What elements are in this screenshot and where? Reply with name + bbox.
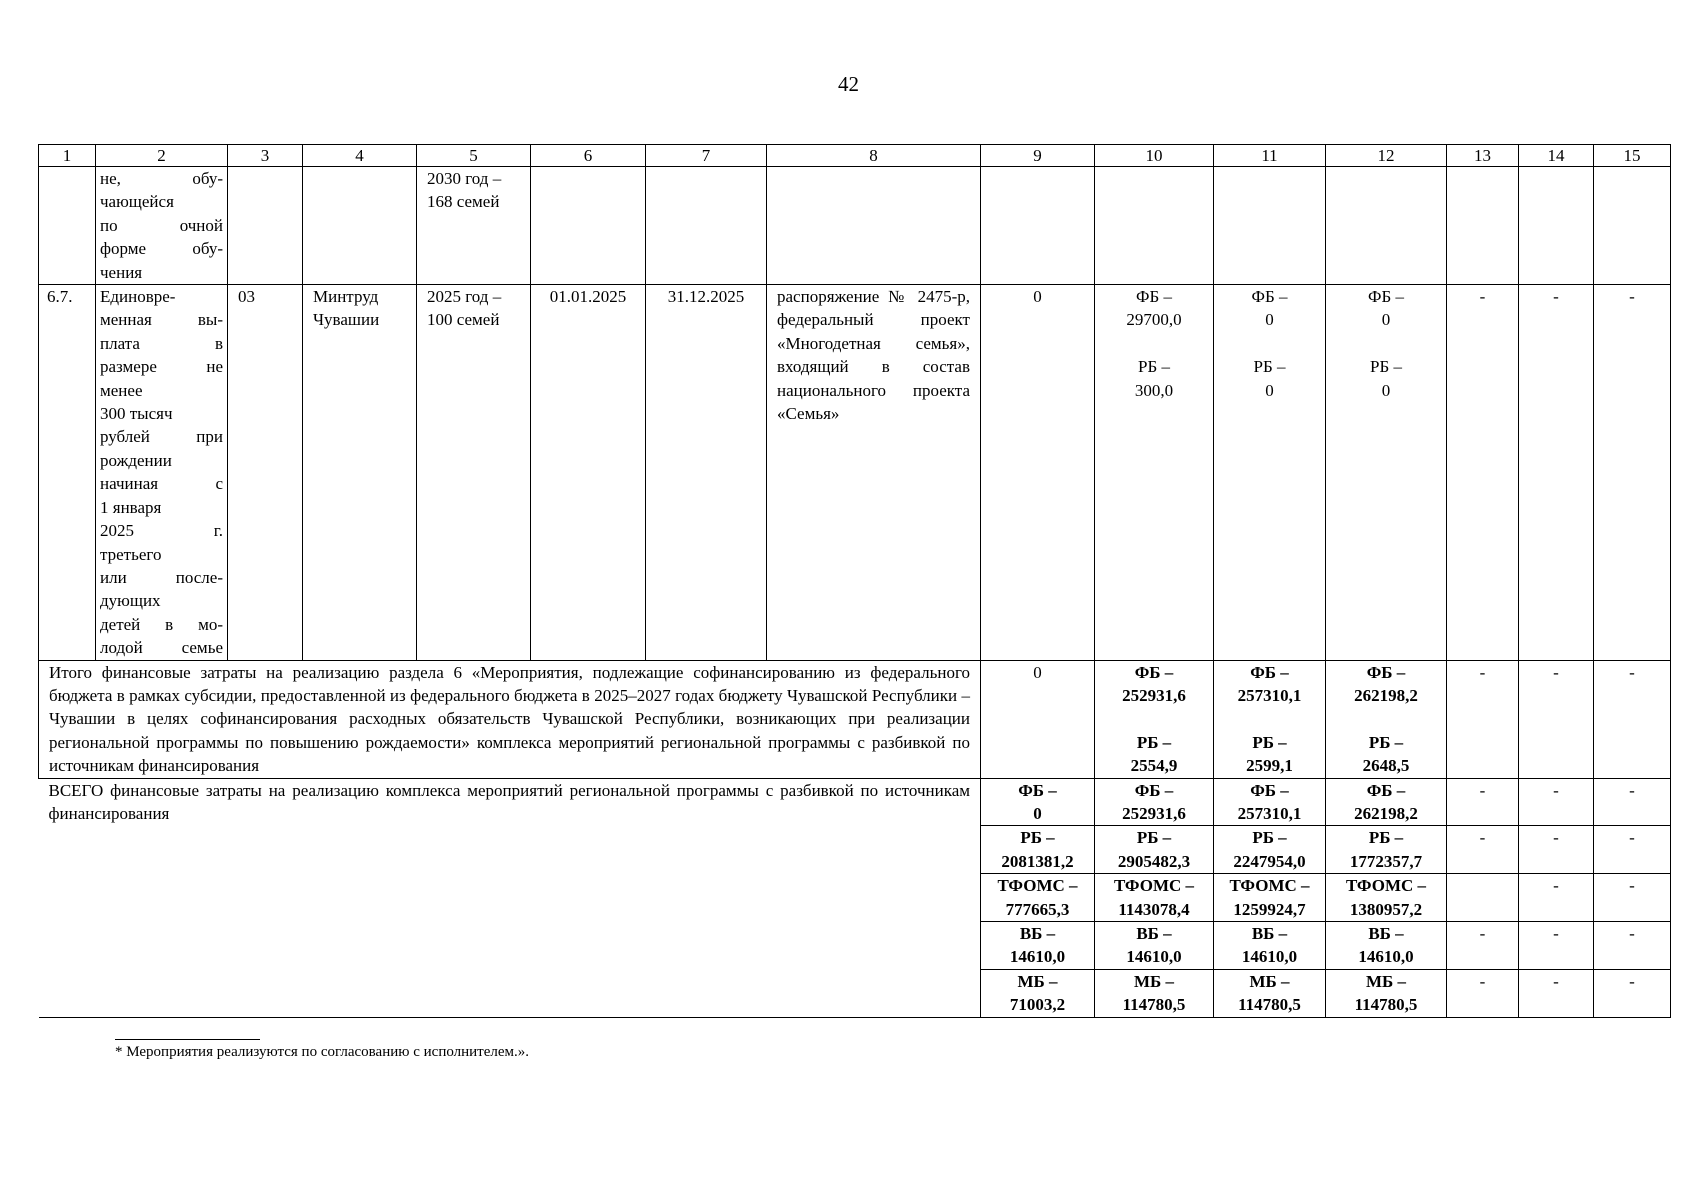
cell-empty [1326,167,1447,285]
col-header: 11 [1214,145,1326,167]
cell-col13: - [1447,922,1519,970]
amount-label: ТФОМС – [1229,876,1310,896]
col-header: 15 [1594,145,1671,167]
text-line: 2025 г. [100,521,223,541]
cell-name [96,167,228,285]
text-line: 2030 год – [427,169,502,188]
amount-value: 2648,5 [1362,756,1410,776]
amount-value: 29700,0 [1126,310,1182,330]
amount-label: ФБ – [1251,287,1288,307]
cell-col13: - [1447,778,1519,826]
cell-col9 [981,969,1095,1017]
amount-value: 0 [1033,803,1042,823]
cell-col12 [1326,285,1447,661]
amount-value: 1380957,2 [1349,899,1423,919]
cell-col10 [1095,874,1214,922]
text-line: лодой семье [100,638,223,658]
amount-label: ФБ – [1250,662,1289,682]
amount-value: 114780,5 [1122,995,1186,1015]
text-line: чения [100,262,143,282]
text-line: размере не [100,357,223,377]
cell-col15: - [1594,778,1671,826]
amount-label: РБ – [1252,732,1287,752]
cell-empty [1519,167,1594,285]
amount-value: 14610,0 [1009,947,1066,967]
cell-col10 [1095,660,1214,778]
amount-value: 262198,2 [1354,803,1418,823]
cell-col15: - [1594,660,1671,778]
spacer [1330,332,1442,355]
cell-name [96,285,228,661]
amount-label: ВБ – [1019,924,1056,943]
col-header: 4 [303,145,417,167]
amount-label: МБ – [1017,971,1058,991]
amount-value: 2081381,2 [1001,851,1074,871]
amount-value: 2554,9 [1130,756,1178,776]
cell-empty [1095,167,1214,285]
spacer [1218,707,1321,730]
cell-target: 2025 год – 100 семей [417,285,531,661]
amount-label: ФБ – [1368,287,1404,307]
cell-col11 [1214,874,1326,922]
text-line: рождении [100,450,172,470]
text-line: или после- [100,567,223,587]
col-header: 3 [228,145,303,167]
amount-value: 262198,2 [1354,685,1418,705]
cell-col10 [1095,285,1214,661]
amount-label: РБ – [1138,357,1170,377]
cell-col9: 0 [981,660,1095,778]
page-number: 42 [838,72,859,96]
amount-value: 0 [1381,310,1391,330]
text-line: по очной [100,215,223,235]
amount-label: ВБ – [1251,924,1288,943]
amount-label: РБ – [1252,828,1287,848]
amount-label: МБ – [1365,971,1407,991]
amount-label: ФБ – [1134,780,1174,800]
spacer [1330,707,1442,730]
spacer [1099,332,1209,355]
column-number-row [39,145,1671,167]
cell-end-date: 31.12.2025 [646,285,767,661]
cell-col14: - [1519,285,1594,661]
cell-col12 [1326,969,1447,1017]
grand-total-label: ВСЕГО финансовые затраты на реализацию комплекса мероприятий региональной программы с разбивкой по источникам финансирования [39,778,981,1017]
col-header: 8 [767,145,981,167]
amount-label: ФБ – [1018,780,1057,800]
cell-col11 [1214,826,1326,874]
cell-col11 [1214,969,1326,1017]
text-line: плата в [100,333,223,353]
cell-col14: - [1519,660,1594,778]
amount-value: 0 [1265,380,1274,400]
cell-col9 [981,874,1095,922]
col-header: 7 [646,145,767,167]
col-header: 2 [96,145,228,167]
cell-empty [1594,167,1671,285]
amount-value: 1143078,4 [1118,899,1190,919]
amount-value: 257310,1 [1237,685,1302,705]
cell-col11 [1214,285,1326,661]
amount-label: ВБ – [1368,924,1404,943]
text-line: дующих [100,591,161,611]
amount-value: 114780,5 [1238,995,1301,1015]
cell-basis: распоряжение № 2475-р, федеральный проект «Многодетная семья», входящий в состав национального проекта «Семья» [767,285,981,661]
amount-value: 2905482,3 [1117,851,1191,871]
cell-col15: - [1594,922,1671,970]
cell-col15: - [1594,826,1671,874]
text-line: 168 семей [427,192,500,212]
amount-label: ТФОМС – [997,876,1078,896]
amount-value: 0 [1265,310,1274,330]
amount-label: ФБ – [1250,780,1289,800]
col-header: 10 [1095,145,1214,167]
cell-target [417,167,531,285]
cell-col12 [1326,922,1447,970]
financing-table [38,144,1671,1018]
col-header: 5 [417,145,531,167]
amount-label: РБ – [1136,732,1172,752]
text-line: третьего [100,544,162,564]
cell-empty [767,167,981,285]
text-line: 300 тысяч [100,404,173,424]
cell-col14: - [1519,922,1594,970]
cell-col13 [1447,874,1519,922]
amount-value: 1772357,7 [1349,851,1423,871]
cell-executor: Минтруд Чувашии [303,285,417,661]
amount-value: 2599,1 [1246,756,1293,776]
amount-label: ФБ – [1136,287,1172,307]
cell-col10 [1095,969,1214,1017]
footnote: * Мероприятия реализуются по согласованию с исполнителем.». [115,1044,530,1060]
amount-value: 71003,2 [1009,995,1066,1015]
cell-col10 [1095,778,1214,826]
grand-total-row-fb [39,778,1671,826]
amount-value: 114780,5 [1354,995,1418,1015]
cell-col9 [981,778,1095,826]
amount-value: 14610,0 [1126,947,1182,967]
amount-label: ФБ – [1366,780,1406,800]
cell-num: 6.7. [39,285,96,661]
footnote-divider [115,1039,260,1040]
spacer [1099,707,1209,730]
cell-col12 [1326,660,1447,778]
cell-code: 03 [228,285,303,661]
cell-col12 [1326,778,1447,826]
cell-empty [646,167,767,285]
amount-value: 257310,1 [1237,803,1302,823]
text-line: менее [100,380,143,400]
cell-col13: - [1447,826,1519,874]
cell-col10 [1095,826,1214,874]
cell-start-date: 01.01.2025 [531,285,646,661]
amount-value: 777665,3 [1005,899,1070,919]
amount-label: РБ – [1136,828,1172,848]
amount-label: РБ – [1368,732,1404,752]
text-line: рублей при [100,427,223,447]
cell-col9 [981,826,1095,874]
amount-value: 300,0 [1134,380,1174,400]
cell-empty [1214,167,1326,285]
cell-col12 [1326,874,1447,922]
amount-label: ВБ – [1136,924,1172,943]
amount-label: РБ – [1253,357,1286,377]
text-line: не, обу- [100,169,223,188]
amount-value: 14610,0 [1358,947,1414,967]
cell-col15: - [1594,874,1671,922]
col-header: 1 [39,145,96,167]
cell-col12 [1326,826,1447,874]
col-header: 13 [1447,145,1519,167]
cell-empty [981,167,1095,285]
table-row-continuation [39,167,1671,285]
table-row-6-7 [39,285,1671,661]
text-line: начиная с [100,474,223,494]
cell-col15: - [1594,969,1671,1017]
amount-label: МБ – [1249,971,1290,991]
col-header: 6 [531,145,646,167]
cell-code [228,167,303,285]
amount-label: ФБ – [1134,662,1174,682]
cell-col14: - [1519,874,1594,922]
text-line: детей в мо- [100,614,223,634]
amount-label: РБ – [1368,828,1404,848]
text-line: чающейся [100,192,174,212]
cell-col13: - [1447,660,1519,778]
cell-executor [303,167,417,285]
cell-col15: - [1594,285,1671,661]
text-line: форме обу- [100,239,223,259]
cell-col11 [1214,778,1326,826]
cell-empty [1447,167,1519,285]
amount-label: РБ – [1370,357,1402,377]
amount-label: ТФОМС – [1345,876,1427,896]
cell-col14: - [1519,778,1594,826]
cell-empty [531,167,646,285]
text-line: менная вы- [100,310,223,330]
col-header: 14 [1519,145,1594,167]
amount-value: 2247954,0 [1233,851,1306,871]
amount-label: МБ – [1133,971,1175,991]
cell-col13: - [1447,969,1519,1017]
cell-col10 [1095,922,1214,970]
cell-col14: - [1519,969,1594,1017]
amount-value: 1259924,7 [1233,899,1306,919]
cell-num [39,167,96,285]
spacer [1218,332,1321,355]
col-header: 12 [1326,145,1447,167]
cell-col11 [1214,660,1326,778]
cell-col11 [1214,922,1326,970]
amount-value: 252931,6 [1122,803,1186,823]
amount-label: ТФОМС – [1113,876,1195,896]
amount-value: 0 [1381,380,1391,400]
amount-label: РБ – [1020,828,1055,848]
col-header: 9 [981,145,1095,167]
amount-value: 252931,6 [1122,685,1186,705]
cell-col14: - [1519,826,1594,874]
total-section-6-row [39,660,1671,778]
cell-col13: - [1447,285,1519,661]
amount-value: 14610,0 [1241,947,1298,967]
amount-label: ФБ – [1366,662,1406,682]
total-section-6-label: Итого финансовые затраты на реализацию раздела 6 «Мероприятия, подлежащие софинансированию из федерального бюджета в рамках субсидии, предоставленной из федерального бюджета в 2025–2027 годах бюджету Чувашской Республики – Чувашии в целях софинансирования расходных обязательств Чувашской Республики, возникающих при реализации региональной программы по повышению рождаемости» комплекса мероприятий региональной программы с разбивкой по источникам финансирования [39,660,981,778]
cell-col9 [981,922,1095,970]
text-line: Единовре- [100,287,176,307]
text-line: 1 января [100,497,162,517]
cell-col9: 0 [981,285,1095,661]
